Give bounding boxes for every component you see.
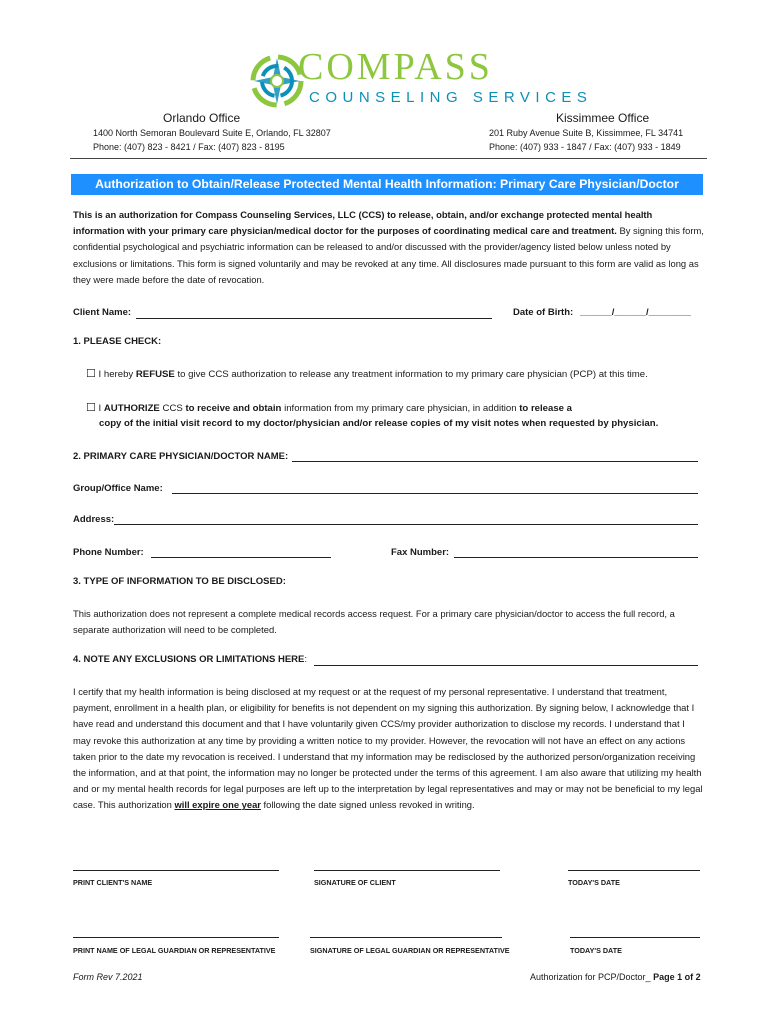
today-date-label-1: TODAY'S DATE [568,878,620,887]
group-office-label: Group/Office Name: [73,483,163,494]
authorize-option-line2: copy of the initial visit record to my doctor/physician and/or release copies of my visit notes when requested by physician. [99,418,659,429]
section1-heading: 1. PLEASE CHECK: [73,336,162,347]
page-footer: Authorization for PCP/Doctor_ Page 1 of 2 [530,972,701,982]
intro-rest: By signing this form, confidential psychological and psychiatric information can be released to and/or discussed with the provider/agency listed below unless noted by exclusions or limitations. This form is signed voluntarily and may be revoked at any time. All disclosures made pursuant to this form are valid as long as they were made before the date of revocation. [73,225,704,285]
today-date-field-1[interactable] [568,870,700,871]
header-divider [70,158,707,159]
today-date-label-2: TODAY'S DATE [570,946,622,955]
print-client-name-field[interactable] [73,870,279,871]
intro-bold: This is an authorization for Compass Counseling Services, LLC (CCS) to release, obtain, and/or exchange protected mental health information with your primary care physician/medical doctor for the purposes of coordinating medical care and treatment. [73,209,653,237]
print-guardian-name-label: PRINT NAME OF LEGAL GUARDIAN OR REPRESENTATIVE [73,946,276,955]
print-guardian-name-field[interactable] [73,937,279,938]
orlando-phone: Phone: (407) 823 - 8421 / Fax: (407) 823 - 8195 [93,142,285,152]
orlando-office-title: Orlando Office [163,111,241,125]
client-name-label: Client Name: [73,307,132,318]
orlando-address: 1400 North Semoran Boulevard Suite E, Orlando, FL 32807 [93,128,331,138]
print-client-name-label: PRINT CLIENT'S NAME [73,878,153,887]
phone-number-field[interactable] [151,557,331,558]
client-signature-field[interactable] [314,870,500,871]
refuse-option: ☐ I hereby REFUSE to give CCS authorization to release any treatment information to my primary care physician (PCP) at this time. [86,368,648,380]
logo-subtitle: COUNSELING SERVICES [309,89,593,106]
guardian-signature-label: SIGNATURE OF LEGAL GUARDIAN OR REPRESENTATIVE [310,946,510,955]
authorize-option: ☐ I AUTHORIZE CCS to receive and obtain information from my primary care physician, in addition to release a [86,402,573,414]
section4-heading: 4. NOTE ANY EXCLUSIONS OR LIMITATIONS HERE: [73,654,308,665]
guardian-signature-field[interactable] [310,937,502,938]
dob-label: Date of Birth: [513,307,574,318]
logo-name: COMPASS [298,46,493,88]
kissimmee-office-title: Kissimmee Office [556,111,650,125]
pcp-name-label: 2. PRIMARY CARE PHYSICIAN/DOCTOR NAME: [73,451,289,462]
fax-number-field[interactable] [454,557,698,558]
address-label: Address: [73,514,115,525]
client-signature-label: SIGNATURE OF CLIENT [314,878,396,887]
refuse-checkbox[interactable]: ☐ [86,368,96,380]
section3-heading: 3. TYPE OF INFORMATION TO BE DISCLOSED: [73,576,286,587]
client-name-field[interactable] [136,318,492,319]
kissimmee-address: 201 Ruby Avenue Suite B, Kissimmee, FL 34741 [489,128,684,138]
fax-number-label: Fax Number: [391,547,450,558]
form-revision: Form Rev 7.2021 [73,972,143,982]
dob-field[interactable]: ______/______/________ [580,307,691,318]
address-field[interactable] [114,524,698,525]
pcp-name-field[interactable] [292,461,698,462]
exclusions-field[interactable] [314,665,698,666]
kissimmee-phone: Phone: (407) 933 - 1847 / Fax: (407) 933 - 1849 [489,142,681,152]
phone-number-label: Phone Number: [73,547,144,558]
section3-text: This authorization does not represent a complete medical records access request. For a primary care physician/doctor to access the full record, a separate authorization will need to be completed. [73,608,675,636]
today-date-field-2[interactable] [570,937,700,938]
authorize-checkbox[interactable]: ☐ [86,402,96,414]
certification-paragraph: I certify that my health information is being disclosed at my request or at the request of my personal representative. I understand that treatment, payment, enrollment in a health plan, or eligibility for benefits is not dependent on my signing this authorization. By signing below, I acknowledge that I have read and understand this document and that I have voluntarily given CCS/my provider authorization to disclose my records. I understand that I may revoke this authorization at any time by providing a written notice to my provider. However, the revocation will not have an effect on any actions taken prior to the date my revocation is received. I understand that my information may be redisclosed by the authorized person/organization receiving the information, and at that point, the information may no longer be protected under the terms of this agreement. I am also aware that utilizing my health and or my mental health records for legal purposes are left up to the interpretation by legal representatives and may or may not be beneficial to my legal case. This authorization will expire one year following the date signed unless revoked in writing. [73,686,703,811]
form-title-banner: Authorization to Obtain/Release Protected Mental Health Information: Primary Care Physician/Doctor [71,174,703,195]
intro-paragraph [73,207,705,288]
group-office-field[interactable] [172,493,698,494]
